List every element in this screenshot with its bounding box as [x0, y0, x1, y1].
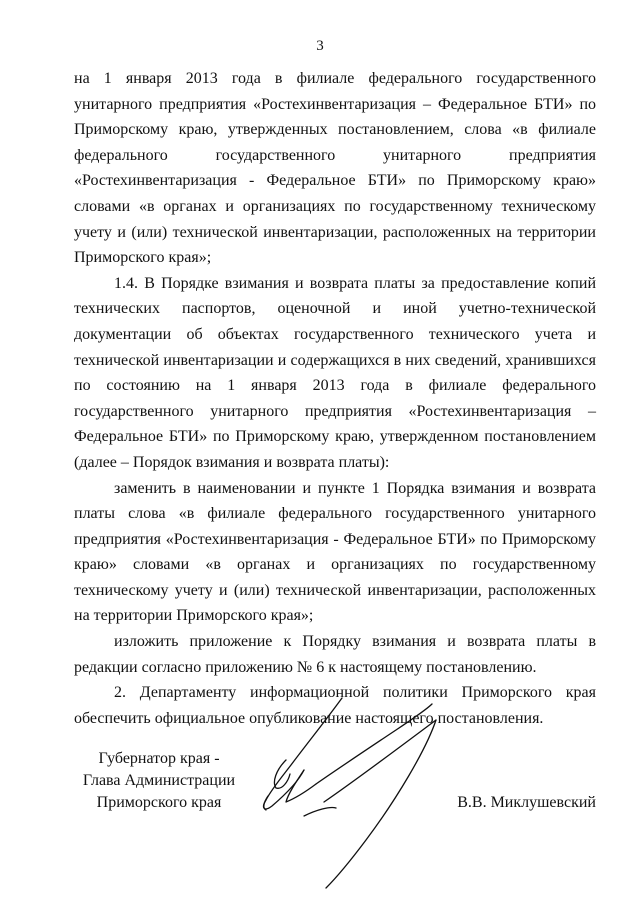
handwritten-signature [246, 690, 476, 900]
paragraph-appendix: изложить приложение к Порядку взимания и возврата платы в редакции согласно приложению № 6 к настоящему постановлению. [74, 633, 596, 676]
signatory-name: В.В. Миклушевский [457, 794, 596, 811]
paragraph-1-4: 1.4. В Порядке взимания и возврата платы за предоставление копий технических паспортов, оценочной и иной учетно-технической документации об объектах государственного технического учета и технической инвентаризации и содержащихся в них сведений, хранившихся по состоянию на 1 января 2013 года в филиале федерального государственного унитарного предприятия «Ростехинвентаризация – Федеральное БТИ» по Приморскому краю, утвержденном постановлением (далее – Порядок взимания и возврата платы): [74, 274, 596, 471]
signatory-title-line: Глава Администрации [82, 772, 236, 789]
document-body [74, 66, 596, 731]
paragraph-item-2: 2. Департаменту информационной политики Приморского края обеспечить официальное опубликование настоящего постановления. [74, 684, 596, 727]
page-number: 3 [316, 38, 324, 54]
signatory-title-line: Губернатор края - [98, 750, 220, 767]
signatory-title [74, 748, 244, 814]
paragraph-continuation: на 1 января 2013 года в филиале федерального государственного унитарного предприятия «Ростехинвентаризация – Федеральное БТИ» по Приморскому краю, утвержденных постановлением, слова «в филиале федерального государственного унитарного предприятия «Ростехинвентаризация - Федеральное БТИ» по Приморскому краю» словами «в органах и организациях по государственному техническому учету и (или) технической инвентаризации, расположенных на территории Приморского края»; [74, 70, 596, 267]
signatory-title-line: Приморского края [96, 794, 222, 811]
paragraph-replace-wording: заменить в наименовании и пункте 1 Порядка взимания и возврата платы слова «в филиале федерального государственного унитарного предприятия «Ростехинвентаризация - Федеральное БТИ» по Приморскому краю» словами «в органах и организациях по государственному техническому учету и (или) технической инвентаризации, расположенных на территории Приморского края»; [74, 479, 596, 625]
